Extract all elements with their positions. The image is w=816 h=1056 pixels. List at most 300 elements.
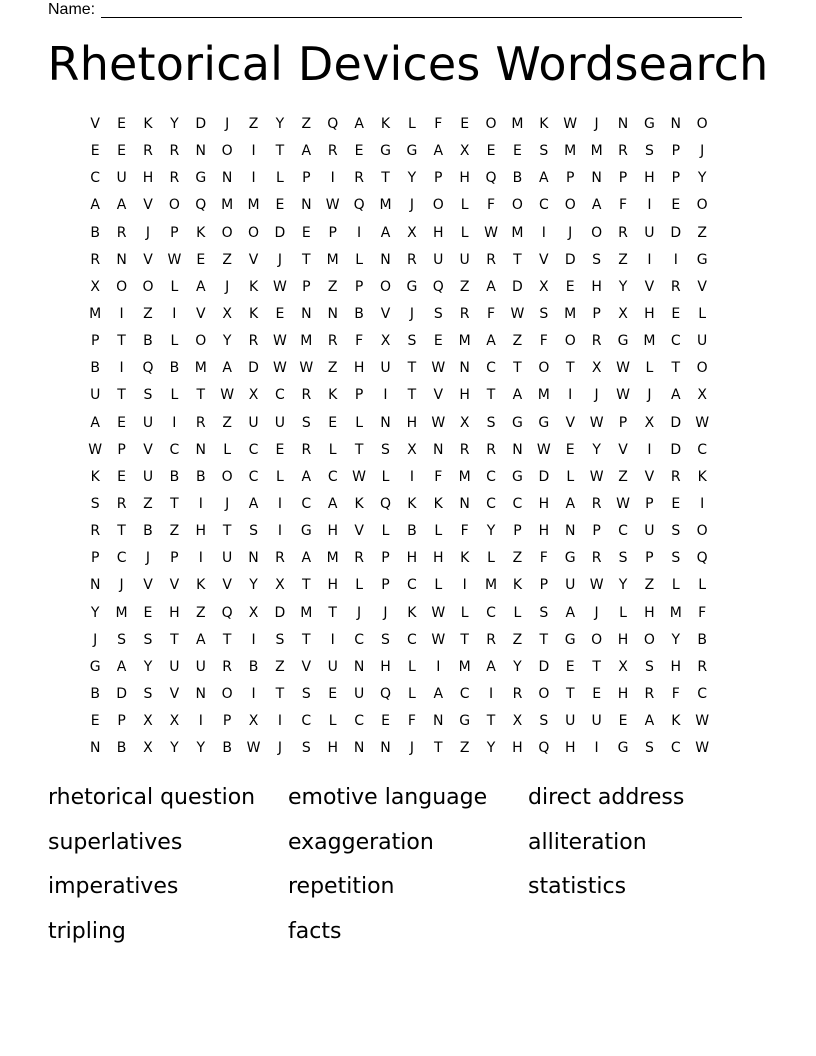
grid-letter[interactable]: I [647,251,652,268]
grid-letter[interactable]: V [697,278,707,295]
grid-letter[interactable]: Y [170,740,179,757]
grid-letter[interactable]: S [90,495,100,512]
grid-letter[interactable]: V [195,305,206,322]
grid-letter[interactable]: N [353,658,365,675]
grid-letter[interactable]: Y [618,577,628,594]
grid-letter[interactable]: I [198,495,203,512]
grid-letter[interactable]: I [251,143,256,160]
grid-letter[interactable]: U [591,713,602,730]
grid-letter[interactable]: A [433,143,444,160]
grid-letter[interactable]: P [302,278,311,295]
grid-letter[interactable]: O [221,143,233,160]
grid-letter[interactable]: P [170,224,179,241]
grid-letter[interactable]: Z [222,251,232,268]
grid-letter[interactable]: H [670,658,682,675]
grid-letter[interactable]: L [434,577,443,594]
grid-letter[interactable]: B [116,740,127,757]
grid-letter[interactable]: Q [142,360,154,377]
grid-letter[interactable]: S [671,523,681,540]
grid-letter[interactable]: C [486,360,496,377]
grid-letter[interactable]: T [354,441,364,458]
grid-letter[interactable]: E [433,333,443,350]
grid-letter[interactable]: G [89,658,101,675]
grid-letter[interactable]: A [222,360,232,377]
grid-letter[interactable]: L [170,333,179,350]
grid-letter[interactable]: Z [143,495,153,512]
grid-letter[interactable]: W [299,360,314,377]
grid-letter[interactable]: C [354,631,364,648]
grid-letter[interactable]: M [89,305,102,322]
grid-letter[interactable]: P [592,523,601,540]
grid-letter[interactable]: N [459,495,470,512]
grid-letter[interactable]: L [407,658,416,675]
grid-letter[interactable]: D [564,251,576,268]
grid-letter[interactable]: K [248,305,259,322]
grid-letter[interactable]: J [409,740,414,757]
grid-letter[interactable]: X [248,713,259,730]
grid-letter[interactable]: S [618,550,628,567]
grid-letter[interactable]: L [566,468,575,485]
grid-letter[interactable]: A [90,197,100,214]
grid-letter[interactable]: B [697,631,707,648]
grid-letter[interactable]: E [565,441,575,458]
grid-letter[interactable]: L [487,550,495,567]
grid-letter[interactable]: H [353,360,365,377]
grid-letter[interactable]: A [433,685,444,702]
grid-letter[interactable]: V [380,305,391,322]
grid-letter[interactable]: L [407,685,416,702]
grid-letter[interactable]: X [459,414,470,431]
grid-letter[interactable]: U [459,251,470,268]
grid-letter[interactable]: L [513,604,522,621]
grid-letter[interactable]: R [116,224,127,241]
grid-letter[interactable]: O [116,278,128,295]
grid-letter[interactable]: T [433,740,443,757]
grid-letter[interactable]: E [671,305,681,322]
grid-letter[interactable]: D [538,658,550,675]
grid-letter[interactable]: W [246,740,261,757]
grid-letter[interactable]: I [700,495,705,512]
grid-letter[interactable]: R [169,170,180,187]
grid-letter[interactable]: V [301,658,312,675]
grid-letter[interactable]: L [381,468,390,485]
grid-letter[interactable]: Z [697,224,707,241]
grid-letter[interactable]: H [327,577,338,594]
grid-letter[interactable]: E [117,143,127,160]
grid-letter[interactable]: O [432,197,444,214]
grid-letter[interactable]: E [592,685,602,702]
grid-letter[interactable]: Y [618,278,628,295]
grid-letter[interactable]: G [564,631,576,648]
grid-letter[interactable]: B [248,658,259,675]
grid-letter[interactable]: T [486,387,496,404]
grid-letter[interactable]: A [248,495,259,512]
grid-letter[interactable]: J [409,305,414,322]
grid-letter[interactable]: O [696,523,708,540]
grid-letter[interactable]: Y [407,170,417,187]
grid-letter[interactable]: R [618,224,628,241]
grid-letter[interactable]: U [644,224,655,241]
grid-letter[interactable]: D [274,604,286,621]
grid-letter[interactable]: V [539,251,549,268]
grid-letter[interactable]: H [644,170,655,187]
grid-letter[interactable]: C [670,740,681,757]
grid-letter[interactable]: Q [353,197,365,214]
grid-letter[interactable]: U [142,414,154,431]
grid-letter[interactable]: N [459,360,470,377]
grid-letter[interactable]: C [697,685,708,702]
grid-letter[interactable]: Q [221,604,233,621]
grid-letter[interactable]: R [670,468,681,485]
grid-letter[interactable]: G [564,550,576,567]
grid-letter[interactable]: J [409,197,414,214]
grid-letter[interactable]: T [539,631,549,648]
grid-letter[interactable]: K [196,577,206,594]
grid-letter[interactable]: O [696,116,708,132]
grid-letter[interactable]: A [195,631,206,648]
grid-letter[interactable]: I [383,387,388,404]
grid-letter[interactable]: L [328,441,337,458]
grid-letter[interactable]: I [277,495,282,512]
grid-letter[interactable]: K [512,577,523,594]
grid-letter[interactable]: F [671,685,680,702]
grid-letter[interactable]: N [591,170,602,187]
grid-letter[interactable]: V [644,468,655,485]
grid-letter[interactable]: V [618,441,628,458]
grid-letter[interactable]: S [143,685,153,702]
grid-letter[interactable]: B [90,685,100,702]
grid-letter[interactable]: L [276,170,284,187]
grid-letter[interactable]: G [459,713,471,730]
grid-letter[interactable]: E [196,251,206,268]
grid-letter[interactable]: O [564,333,576,350]
grid-letter[interactable]: K [196,224,206,241]
grid-letter[interactable]: B [169,360,180,377]
grid-letter[interactable]: I [647,197,652,214]
grid-letter[interactable]: A [591,197,602,214]
grid-letter[interactable]: Q [195,197,207,214]
grid-letter[interactable]: Y [170,116,179,132]
grid-letter[interactable]: D [670,441,682,458]
grid-letter[interactable]: F [487,305,496,322]
grid-letter[interactable]: N [116,251,127,268]
grid-letter[interactable]: M [379,197,392,214]
grid-letter[interactable]: I [198,550,203,567]
grid-letter[interactable]: M [564,143,577,160]
grid-letter[interactable]: E [354,143,364,160]
grid-letter[interactable]: N [433,713,444,730]
grid-letter[interactable]: C [459,685,470,702]
grid-letter[interactable]: R [354,170,364,187]
grid-letter[interactable]: T [328,604,337,621]
grid-letter[interactable]: Z [512,550,523,567]
grid-letter[interactable]: I [251,685,256,702]
grid-letter[interactable]: L [355,577,363,594]
grid-letter[interactable]: L [170,278,179,295]
grid-letter[interactable]: O [538,685,550,702]
grid-letter[interactable]: O [168,197,180,214]
grid-letter[interactable]: X [169,713,180,730]
grid-letter[interactable]: C [406,577,417,594]
grid-letter[interactable]: R [618,143,628,160]
grid-letter[interactable]: R [275,550,285,567]
grid-letter[interactable]: U [222,550,233,567]
grid-letter[interactable]: D [274,224,286,241]
grid-letter[interactable]: G [538,414,550,431]
grid-letter[interactable]: R [248,333,259,350]
grid-letter[interactable]: W [167,251,182,268]
grid-letter[interactable]: R [301,387,312,404]
grid-letter[interactable]: R [90,251,101,268]
grid-letter[interactable]: R [90,523,101,540]
grid-letter[interactable]: U [248,414,259,431]
grid-letter[interactable]: S [433,305,443,322]
grid-letter[interactable]: R [354,550,364,567]
grid-letter[interactable]: I [330,170,335,187]
grid-letter[interactable]: T [671,360,681,377]
grid-letter[interactable]: P [434,170,443,187]
grid-letter[interactable]: H [406,550,418,567]
grid-letter[interactable]: M [326,550,339,567]
grid-letter[interactable]: P [566,170,575,187]
grid-letter[interactable]: P [354,387,364,404]
grid-letter[interactable]: O [248,224,260,241]
grid-letter[interactable]: Q [432,278,444,295]
grid-letter[interactable]: H [327,740,338,757]
grid-letter[interactable]: K [697,468,707,485]
grid-letter[interactable]: N [89,740,101,757]
grid-letter[interactable]: P [302,170,311,187]
grid-letter[interactable]: W [616,495,630,512]
grid-letter[interactable]: H [538,523,550,540]
grid-letter[interactable]: P [671,170,681,187]
grid-letter[interactable]: E [460,116,470,132]
grid-letter[interactable]: D [670,414,682,431]
grid-letter[interactable]: R [116,495,127,512]
grid-letter[interactable]: I [673,251,678,268]
grid-letter[interactable]: U [274,414,286,431]
grid-letter[interactable]: F [698,604,707,621]
grid-letter[interactable]: X [591,360,602,377]
grid-letter[interactable]: R [697,658,708,675]
grid-letter[interactable]: I [119,360,124,377]
grid-letter[interactable]: A [565,495,576,512]
grid-letter[interactable]: U [169,658,180,675]
grid-letter[interactable]: M [221,197,234,214]
grid-letter[interactable]: K [90,468,100,485]
grid-letter[interactable]: D [116,685,127,702]
grid-letter[interactable]: C [406,631,417,648]
grid-letter[interactable]: M [537,387,550,404]
grid-letter[interactable]: F [434,468,443,485]
grid-letter[interactable]: K [671,713,681,730]
grid-letter[interactable]: J [119,577,124,594]
grid-letter[interactable]: C [327,468,338,485]
grid-letter[interactable]: Q [379,685,391,702]
grid-letter[interactable]: E [671,495,681,512]
grid-letter[interactable]: W [431,604,446,621]
grid-letter[interactable]: V [565,414,576,431]
grid-letter[interactable]: N [195,441,206,458]
grid-letter[interactable]: W [273,278,287,295]
grid-letter[interactable]: W [220,387,235,404]
grid-letter[interactable]: H [591,278,602,295]
grid-letter[interactable]: L [671,577,680,594]
grid-letter[interactable]: M [194,360,207,377]
grid-letter[interactable]: U [433,251,444,268]
grid-letter[interactable]: J [357,604,362,621]
grid-letter[interactable]: A [301,468,312,485]
grid-letter[interactable]: N [301,197,312,214]
grid-letter[interactable]: Z [644,577,655,594]
grid-letter[interactable]: T [170,631,179,648]
grid-letter[interactable]: X [407,224,417,241]
grid-letter[interactable]: O [696,360,708,377]
grid-letter[interactable]: T [275,685,285,702]
grid-letter[interactable]: G [512,468,523,485]
grid-letter[interactable]: W [589,468,604,485]
grid-letter[interactable]: X [380,333,391,350]
grid-letter[interactable]: G [380,143,391,160]
grid-letter[interactable]: R [327,143,338,160]
grid-letter[interactable]: H [433,550,444,567]
grid-letter[interactable]: Z [327,278,338,295]
grid-letter[interactable]: S [671,550,681,567]
grid-letter[interactable]: C [301,495,312,512]
grid-letter[interactable]: D [538,468,550,485]
grid-letter[interactable]: W [536,441,551,458]
grid-letter[interactable]: W [695,414,710,431]
grid-letter[interactable]: B [222,740,232,757]
grid-letter[interactable]: N [380,414,391,431]
grid-letter[interactable]: X [644,414,655,431]
grid-letter[interactable]: Z [618,251,628,268]
grid-letter[interactable]: X [143,740,153,757]
grid-letter[interactable]: E [671,197,681,214]
grid-letter[interactable]: N [433,441,444,458]
grid-letter[interactable]: U [142,468,154,485]
grid-letter[interactable]: L [645,360,654,377]
grid-letter[interactable]: F [539,333,548,350]
grid-letter[interactable]: P [645,550,654,567]
grid-letter[interactable]: N [353,740,365,757]
grid-letter[interactable]: V [644,278,655,295]
grid-letter[interactable]: W [563,116,578,132]
grid-letter[interactable]: R [407,251,417,268]
grid-letter[interactable]: R [459,305,470,322]
grid-letter[interactable]: P [671,143,681,160]
grid-letter[interactable]: E [90,713,100,730]
grid-letter[interactable]: I [277,713,282,730]
grid-letter[interactable]: N [301,305,312,322]
grid-letter[interactable]: W [352,468,367,485]
grid-letter[interactable]: G [406,143,418,160]
grid-letter[interactable]: E [301,224,311,241]
grid-letter[interactable]: Z [195,604,206,621]
grid-letter[interactable]: R [169,143,180,160]
grid-letter[interactable]: M [300,604,313,621]
grid-letter[interactable]: F [460,523,469,540]
grid-letter[interactable]: F [539,550,548,567]
grid-letter[interactable]: S [143,387,153,404]
grid-letter[interactable]: L [355,251,363,268]
grid-letter[interactable]: F [487,197,496,214]
grid-letter[interactable]: Y [486,740,496,757]
grid-letter[interactable]: N [89,577,101,594]
grid-letter[interactable]: T [381,170,390,187]
grid-letter[interactable]: E [565,658,575,675]
grid-letter[interactable]: O [591,631,603,648]
grid-letter[interactable]: C [486,604,496,621]
grid-letter[interactable]: J [568,224,573,241]
grid-letter[interactable]: G [617,333,629,350]
grid-letter[interactable]: G [696,251,708,268]
grid-letter[interactable]: U [380,360,391,377]
grid-letter[interactable]: C [697,441,708,458]
grid-letter[interactable]: S [381,631,390,648]
grid-letter[interactable]: H [195,523,207,540]
grid-letter[interactable]: S [644,143,654,160]
grid-letter[interactable]: B [512,170,523,187]
grid-letter[interactable]: L [619,604,627,621]
grid-letter[interactable]: P [117,713,126,730]
grid-letter[interactable]: X [459,143,470,160]
grid-letter[interactable]: O [511,197,523,214]
grid-letter[interactable]: I [647,441,652,458]
grid-letter[interactable]: B [354,305,364,322]
grid-letter[interactable]: A [486,658,496,675]
grid-letter[interactable]: I [541,224,546,241]
grid-letter[interactable]: W [431,360,446,377]
grid-letter[interactable]: F [618,197,628,214]
grid-letter[interactable]: T [117,523,126,540]
grid-letter[interactable]: R [195,414,206,431]
grid-letter[interactable]: X [539,278,549,295]
grid-letter[interactable]: G [643,116,655,132]
grid-letter[interactable]: M [590,143,603,160]
grid-letter[interactable]: Q [379,495,391,512]
grid-letter[interactable]: F [434,116,443,132]
grid-letter[interactable]: E [618,713,628,730]
grid-letter[interactable]: C [538,197,549,214]
grid-letter[interactable]: R [670,278,681,295]
grid-letter[interactable]: M [643,333,656,350]
grid-letter[interactable]: V [143,577,153,594]
grid-letter[interactable]: P [645,495,654,512]
grid-letter[interactable]: A [486,333,496,350]
grid-letter[interactable]: W [695,740,710,757]
grid-letter[interactable]: X [275,577,285,594]
grid-letter[interactable]: I [409,468,414,485]
grid-letter[interactable]: K [380,116,391,132]
grid-letter[interactable]: L [434,523,443,540]
grid-letter[interactable]: K [433,495,443,512]
grid-letter[interactable]: U [195,658,206,675]
grid-letter[interactable]: W [616,360,630,377]
grid-letter[interactable]: A [90,414,100,431]
grid-letter[interactable]: L [460,224,469,241]
grid-letter[interactable]: E [117,468,127,485]
grid-letter[interactable]: H [564,740,576,757]
grid-letter[interactable]: P [381,550,390,567]
grid-letter[interactable]: P [90,550,100,567]
grid-letter[interactable]: S [117,631,127,648]
grid-letter[interactable]: S [301,414,311,431]
grid-letter[interactable]: S [644,740,654,757]
grid-letter[interactable]: T [275,143,285,160]
grid-letter[interactable]: I [119,305,124,322]
grid-letter[interactable]: Y [196,740,206,757]
